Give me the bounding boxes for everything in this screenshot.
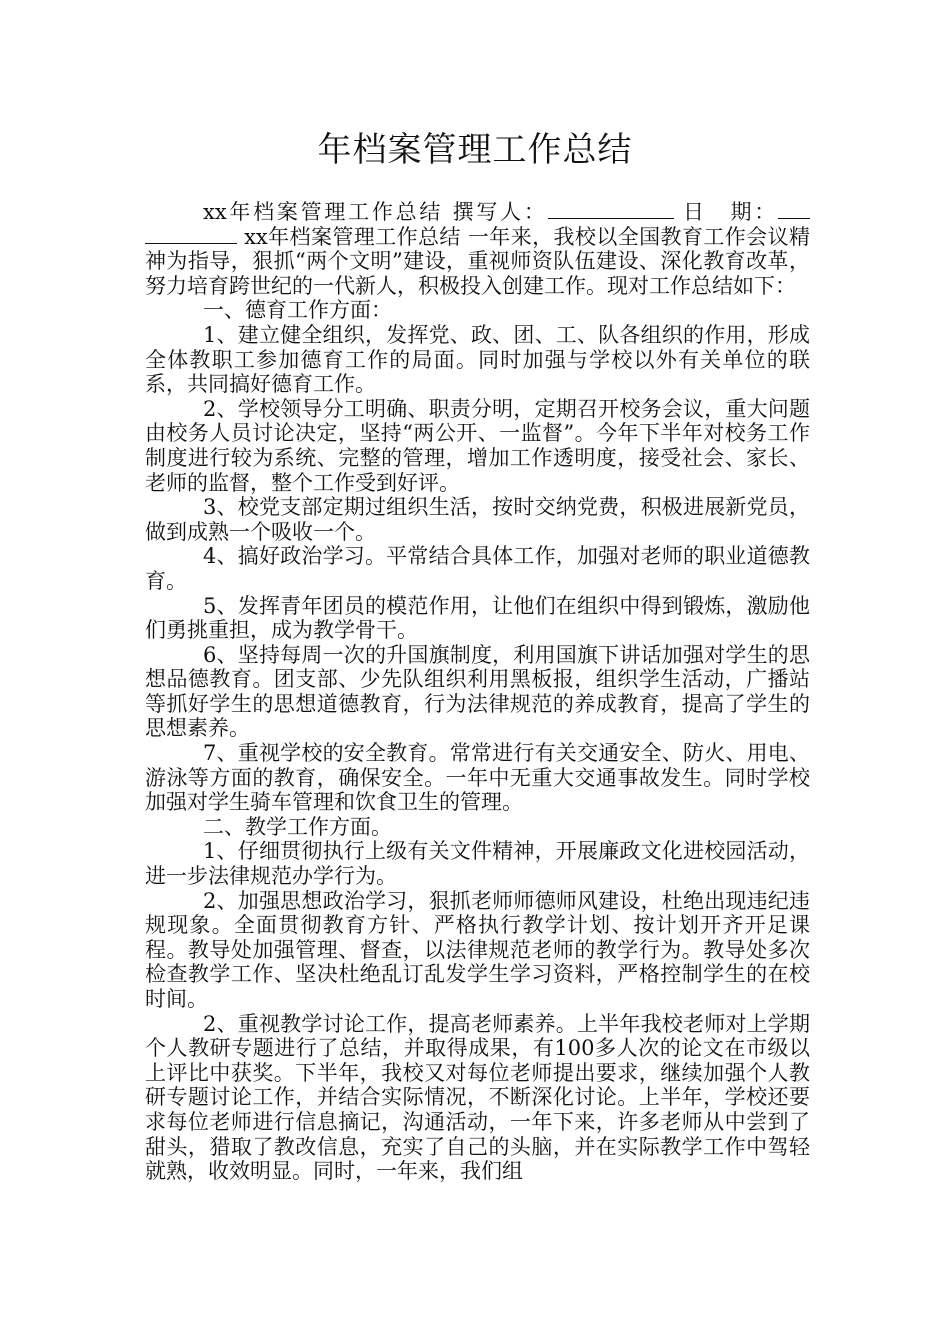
body-paragraph: 5、发挥青年团员的模范作用，让他们在组织中得到锻炼，激励他们勇挑重担，成为教学骨干。 (145, 593, 810, 643)
section-heading: 二、教学工作方面。 (203, 814, 392, 839)
section-heading: 一、德育工作方面： (203, 298, 392, 323)
header-paragraph (145, 200, 810, 298)
document-body (145, 200, 810, 1184)
document-title: 年档案管理工作总结 (317, 130, 633, 170)
date-label: 日 期： (673, 200, 778, 224)
body-paragraph: 1、仔细贯彻执行上级有关文件精神，开展廉政文化进校园活动，进一步法律规范办学行为。 (145, 839, 810, 889)
body-paragraph: 3、校党支部定期过组织生活，按时交纳党费，积极进展新党员，做到成熟一个吸收一个。 (145, 495, 810, 544)
paragraph-list (145, 298, 810, 1183)
body-paragraph: 7、重视学校的安全教育。常常进行有关交通安全、防火、用电、游泳等方面的教育，确保安全。一年中无重大交通事故发生。同时学校加强对学生骑车管理和饮食卫生的管理。 (145, 741, 810, 815)
date-blank-start (145, 225, 237, 244)
body-paragraph: 2、重视教学讨论工作，提高老师素养。上半年我校老师对上学期个人教研专题进行了总结，并取得成果，有100多人次的论文在市级以上评比中获奖。下半年，我校又对每位老师提出要求，继续加强个人教研专题讨论工作，并结合实际情况，不断深化讨论。上半年，学校还要求每位老师进行信息摘记，沟通活动，一年下来，许多老师从中尝到了甜头，猎取了教改信息，充实了自己的头脑，并在实际教学工作中驾轻就熟，收效明显。同时，一年来，我们组 (145, 1011, 810, 1184)
body-paragraph: 2、学校领导分工明确、职责分明，定期召开校务会议，重大问题由校务人员讨论决定，坚持“两公开、一监督”。今年下半年对校务工作制度进行较为系统、完整的管理，增加工作透明度，接受社会、家长、老师的监督，整个工作受到好评。 (145, 396, 810, 495)
header-continuation: xx年档案管理工作总结 一年来，我校以全国教育工作会议精神为指导，狠抓“两个文明”建设，重视师资队伍建设、深化教育改革，努力培育跨世纪的一代新人，积极投入创建工作。现对工作总结如下： (145, 224, 810, 298)
body-paragraph: 6、坚持每周一次的升国旗制度，利用国旗下讲话加强对学生的思想品德教育。团支部、少先队组织利用黑板报，组织学生活动，广播站等抓好学生的思想道德教育，行为法律规范的养成教育，提高了学生的思想素养。 (145, 642, 810, 741)
author-blank (548, 200, 674, 219)
body-paragraph: 1、建立健全组织，发挥党、政、团、工、队各组织的作用，形成全体教职工参加德育工作的局面。同时加强与学校以外有关单位的联系，共同搞好德育工作。 (145, 322, 810, 397)
body-paragraph: 2、加强思想政治学习，狠抓老师师德师风建设，杜绝出现违纪违规现象。全面贯彻教育方针、严格执行教学计划、按计划开齐开足课程。教导处加强管理、督查，以法律规范老师的教学行为。教导处多次检查教学工作、坚决杜绝乱订乱发学生学习资料，严格控制学生的在校时间。 (145, 888, 810, 1011)
body-paragraph: 4、搞好政治学习。平常结合具体工作，加强对老师的职业道德教育。 (145, 544, 810, 593)
header-intro: xx年档案管理工作总结 撰写人： (203, 200, 548, 224)
date-blank-end (778, 200, 810, 219)
